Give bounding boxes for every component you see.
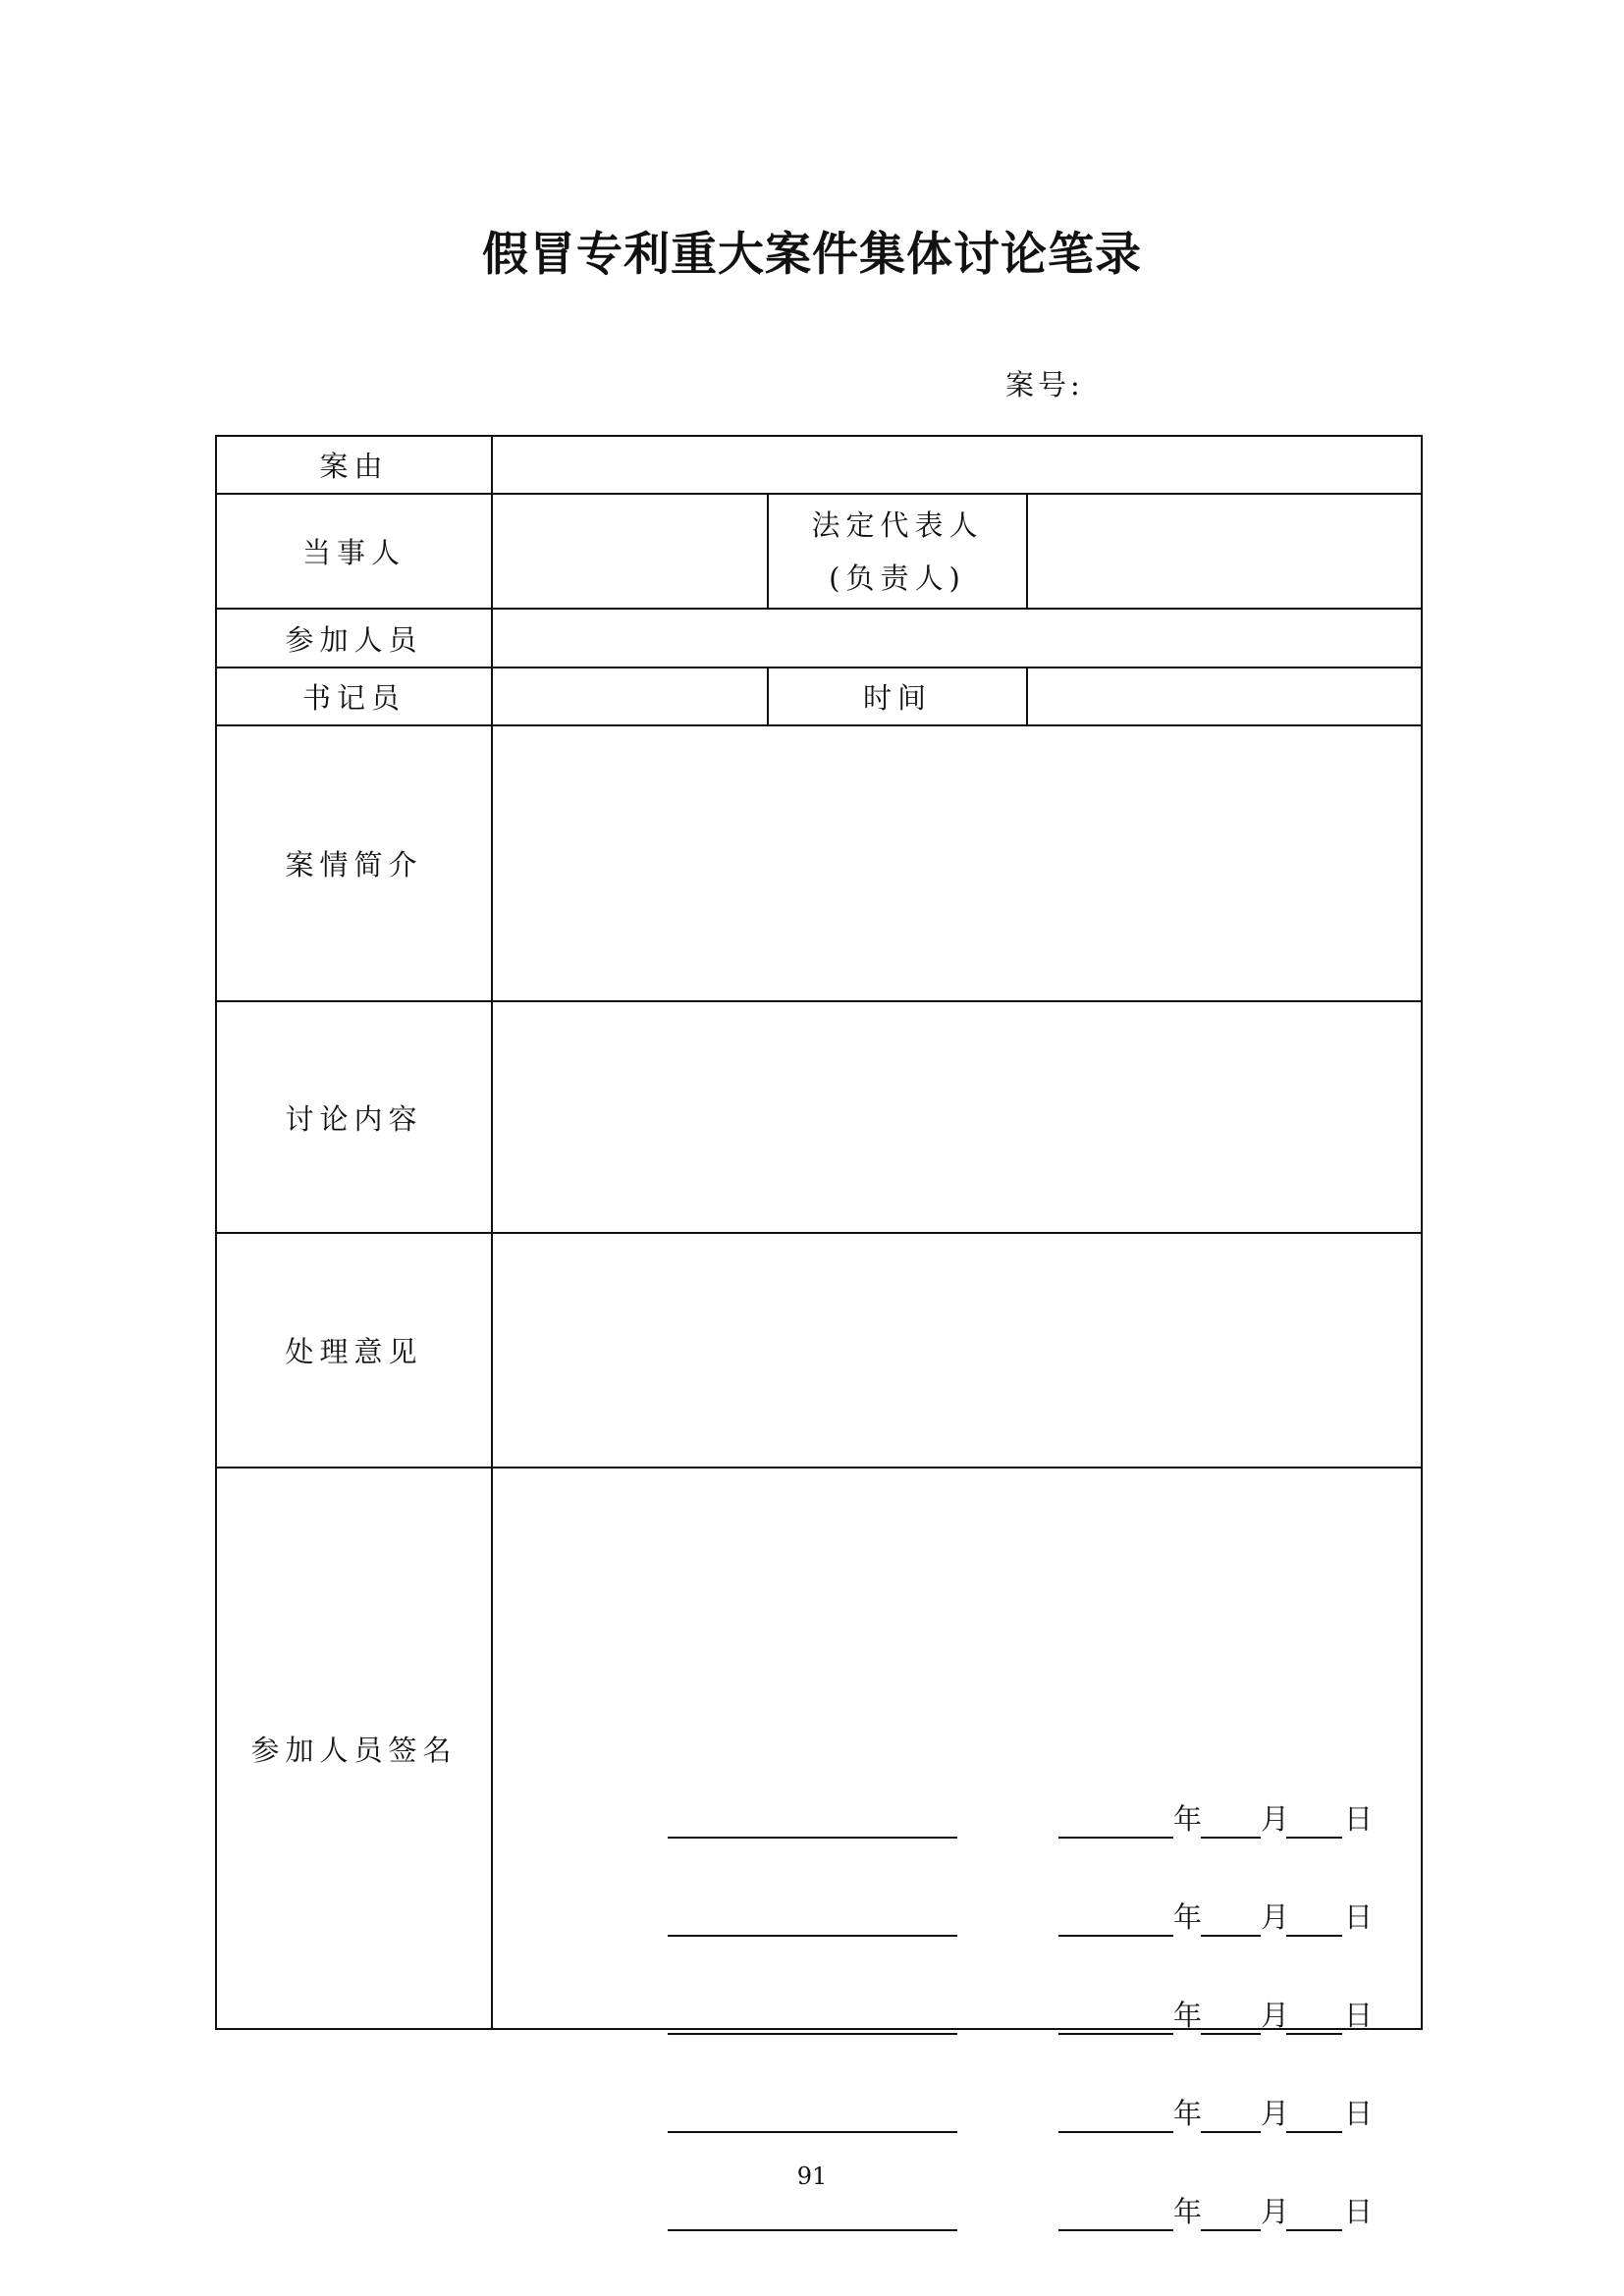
signature-name-line[interactable] (668, 2033, 957, 2035)
participant-signature-label: 参加人员签名 (216, 1468, 492, 2029)
month-blank[interactable] (1201, 2229, 1261, 2231)
legal-representative-field[interactable] (1027, 494, 1422, 609)
case-summary-field[interactable] (492, 725, 1422, 1001)
day-label: 日 (1344, 2195, 1374, 2228)
time-field[interactable] (1027, 667, 1422, 725)
year-blank[interactable] (1058, 1837, 1173, 1839)
month-blank[interactable] (1201, 1837, 1261, 1839)
day-label: 日 (1344, 2097, 1374, 2130)
year-blank[interactable] (1058, 2229, 1173, 2231)
time-label: 时间 (768, 667, 1027, 725)
legal-representative-label-line2: (负责人) (829, 561, 966, 595)
signature-name-line[interactable] (668, 2131, 957, 2133)
case-cause-field[interactable] (492, 436, 1422, 494)
legal-representative-label (768, 494, 1027, 609)
signature-row (493, 1797, 1421, 1841)
month-blank[interactable] (1201, 1935, 1261, 1937)
signature-row (493, 1994, 1421, 2037)
day-label: 日 (1344, 1802, 1374, 1836)
day-label: 日 (1344, 1999, 1374, 2032)
year-label: 年 (1173, 2097, 1203, 2130)
legal-representative-label-line1: 法定代表人 (811, 507, 984, 542)
participants-label: 参加人员 (216, 609, 492, 667)
signature-name-line[interactable] (668, 1935, 957, 1937)
month-label: 月 (1261, 2097, 1290, 2130)
month-blank[interactable] (1201, 2131, 1261, 2133)
year-label: 年 (1173, 1999, 1203, 2032)
signature-name-line[interactable] (668, 1837, 957, 1839)
year-blank[interactable] (1058, 2033, 1173, 2035)
party-field[interactable] (492, 494, 768, 609)
recorder-label: 书记员 (216, 667, 492, 725)
discussion-content-label: 讨论内容 (216, 1001, 492, 1233)
month-label: 月 (1261, 1802, 1290, 1836)
recorder-field[interactable] (492, 667, 768, 725)
participants-field[interactable] (492, 609, 1422, 667)
signature-row (493, 1896, 1421, 1939)
day-blank[interactable] (1286, 1935, 1342, 1937)
day-blank[interactable] (1286, 2229, 1342, 2231)
handling-opinion-field[interactable] (492, 1233, 1422, 1468)
case-cause-label: 案由 (216, 436, 492, 494)
month-label: 月 (1261, 1999, 1290, 2032)
case-number-label: 案号: (1005, 368, 1084, 401)
handling-opinion-label: 处理意见 (216, 1233, 492, 1468)
month-blank[interactable] (1201, 2033, 1261, 2035)
party-label: 当事人 (216, 494, 492, 609)
signature-row (493, 2190, 1421, 2233)
day-blank[interactable] (1286, 2033, 1342, 2035)
day-label: 日 (1344, 1900, 1374, 1934)
month-label: 月 (1261, 2195, 1290, 2228)
year-label: 年 (1173, 1900, 1203, 1934)
year-blank[interactable] (1058, 2131, 1173, 2133)
year-label: 年 (1173, 1802, 1203, 1836)
signature-name-line[interactable] (668, 2229, 957, 2231)
day-blank[interactable] (1286, 1837, 1342, 1839)
month-label: 月 (1261, 1900, 1290, 1934)
page-title: 假冒专利重大案件集体讨论笔录 (482, 228, 1142, 282)
case-summary-label: 案情简介 (216, 725, 492, 1001)
discussion-content-field[interactable] (492, 1001, 1422, 1233)
signature-row (493, 2092, 1421, 2135)
page-number: 91 (796, 2163, 828, 2190)
year-label: 年 (1173, 2195, 1203, 2228)
year-blank[interactable] (1058, 1935, 1173, 1937)
day-blank[interactable] (1286, 2131, 1342, 2133)
